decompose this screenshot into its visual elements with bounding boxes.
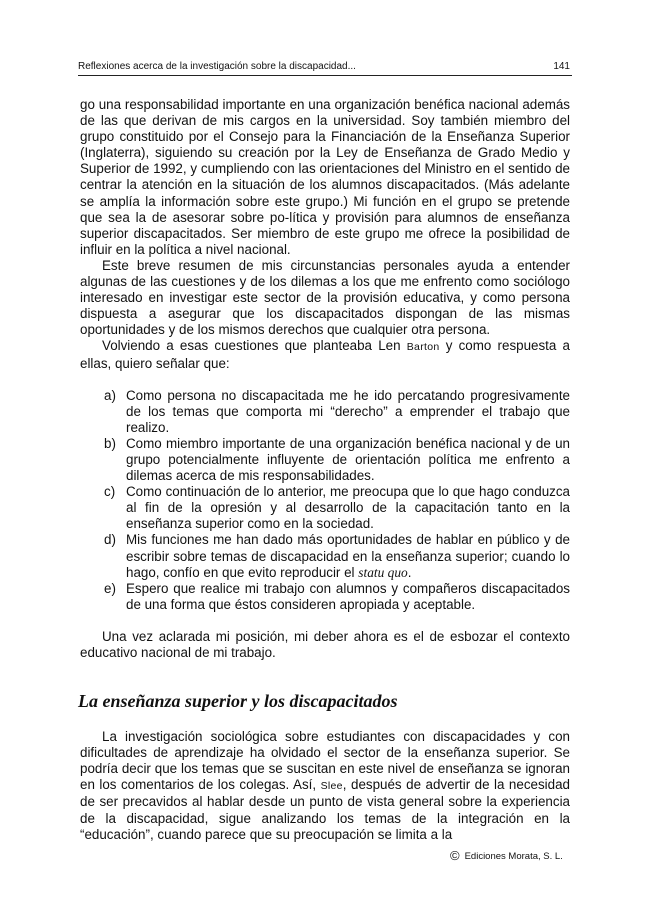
list-item-text: Mis funciones me han dado más oportunidades de hablar en público y de escribir sobre temas de discapacidad en la enseñanza superior; cuando lo hago, confío en que evito reproducir el [126,532,570,580]
list-item-italic: statu quo [358,564,408,580]
list-item-text: Espero que realice mi trabajo con alumnos y compañeros discapacitados de una forma que éstos consideren apropiada y aceptable. [126,580,570,612]
enumerated-list [80,388,570,613]
list-item-label: a) [104,387,116,403]
running-header [78,61,572,76]
list-item-tail: . [407,564,412,580]
paragraph-2: Este breve resumen de mis circunstancias personales ayuda a entender algunas de las cuestiones y de los dilemas a los que me enfrento como sociólogo interesado en investigar este sector de la provisión educativa, y como persona dispuesta a asegurar que los discapacitados dispongan de las mismas oportunidades y de los mismos derechos que cualquier otra persona. [80,257,570,338]
list-item [104,387,570,436]
body-text [80,97,570,843]
paragraph-1: go una responsabilidad importante en una organización benéfica nacional además de las que derivan de mis cargos en la universidad. Soy también miembro del grupo constituido por el Consejo para la Financiación de la Enseñanza Superior (Inglaterra), siguiendo su creación por la Ley de Enseñanza de Grado Medio y Superior de 1992, y cumpliendo con las orientaciones del Ministro en el sentido de centrar la atención en la situación de los alumnos discapacitados. (Más adelante se amplía la información sobre este grupo.) Mi función en el grupo se pretende que sea la de asesorar sobre po-lítica y provisión para alumnos de enseñanza superior discapacitados. Ser miembro de este grupo me ofrece la posibilidad de influir en la política a nivel nacional. [80,97,570,257]
list-item [104,484,570,532]
cited-author: Slee [320,780,343,793]
copyright-icon: © [450,848,460,863]
list-item [104,580,570,613]
section-heading: La enseñanza superior y los discapacitados [78,691,398,712]
paragraph-5-end: , después de advertir de la necesidad de ser precavidos al hablar desde un punto de vista general sobre la experiencia de la discapacidad, sigue analizando los temas de la integración en la “educación”, cuando parece que su preocupación se limita a la [80,777,570,842]
page-number: 141 [553,61,570,72]
list-item-label: d) [104,532,116,548]
author-name-last: Barton [406,341,440,354]
paragraph-3-end: y como respuesta a ellas, quiero señalar que: [80,338,570,371]
list-item-text: Como persona no discapacitada me he ido percatando progresivamente de los temas que comporta mi “derecho” a emprender el trabajo que realizo. [126,387,570,435]
list-item-label: b) [104,435,116,451]
list-item [104,435,570,484]
publisher-name: Ediciones Morata, S. L. [464,851,563,862]
list-item-label: e) [104,580,116,596]
list-item-text: Como miembro importante de una organización benéfica nacional y de un grupo potencialmente influyente de orientación política me enfrento a dilemas acerca de mis responsabilidades. [126,435,570,484]
paragraph-3 [80,338,570,371]
page-footer [450,848,563,863]
list-item-label: c) [104,484,116,500]
paragraph-5 [80,729,570,843]
paragraph-4: Una vez aclarada mi posición, mi deber ahora es el de esbozar el contexto educativo nacional de mi trabajo. [80,628,570,660]
paragraph-3-start: Volviendo a esas cuestiones que planteaba [102,338,379,354]
list-item [104,532,570,580]
author-name-first: Len [378,338,407,354]
running-title: Reflexiones acerca de la investigación sobre la discapacidad... [78,61,356,72]
paragraph-5-start: La investigación sociológica sobre estudiantes con discapacidades y con dificultades de aprendizaje ha olvidado el sector de la enseñanza superior. Se podría decir que los temas que se suscitan en este nivel de enseñanza se ignoran en los comentarios de los colegas. Así, [80,729,570,793]
list-item-text: Como continuación de lo anterior, me preocupa que lo que hago conduzca al fin de la opresión y al desarrollo de la capacitación tanto en la enseñanza superior como en la sociedad. [126,484,570,532]
